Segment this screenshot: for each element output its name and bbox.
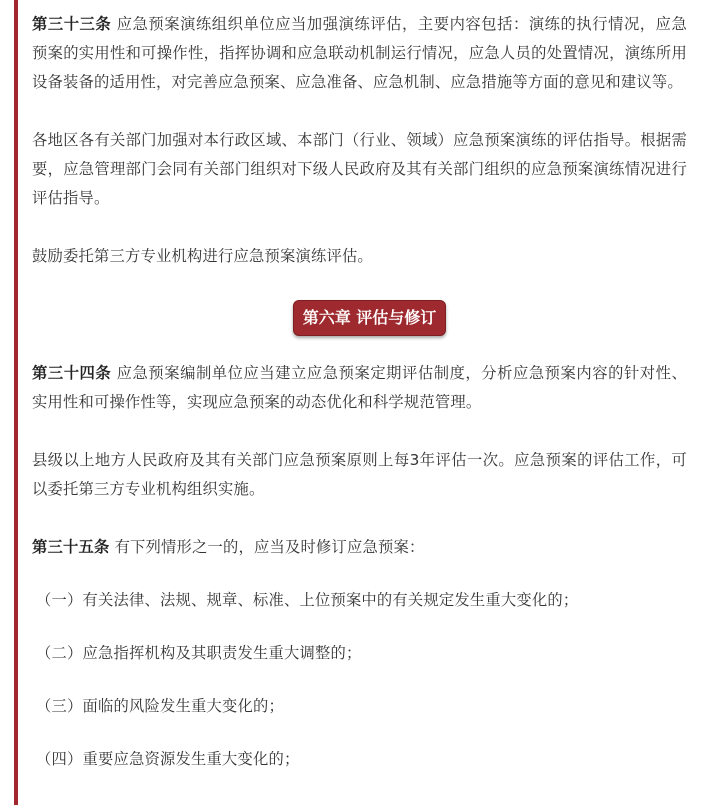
article-33-paragraph-2: 各地区各有关部门加强对本行政区域、本部门（行业、领域）应急预案演练的评估指导。根据需要，应急管理部门会同有关部门组织对下级人民政府及其有关部门组织的应急预案演练情况进行评估指导。 <box>32 131 687 207</box>
article-34-label: 第三十四条 <box>32 364 112 382</box>
article-35-item: （四）重要应急资源发生重大变化的； <box>36 750 300 768</box>
left-accent-bar <box>14 0 18 805</box>
article-34-text: 应急预案编制单位应当建立应急预案定期评估制度，分析应急预案内容的针对性、实用性和可操作性等，实现应急预案的动态优化和科学规范管理。 <box>32 364 687 411</box>
article-33-paragraph-3: 鼓励委托第三方专业机构进行应急预案演练评估。 <box>32 247 373 265</box>
article-34-paragraph-2: 县级以上地方人民政府及其有关部门应急预案原则上每3年评估一次。应急预案的评估工作，可以委托第三方专业机构组织实施。 <box>32 451 687 498</box>
article-34-paragraph <box>32 359 687 417</box>
article-35-text: 有下列情形之一的，应当及时修订应急预案： <box>114 538 425 556</box>
article-35-label: 第三十五条 <box>32 538 110 556</box>
article-33-text: 应急预案演练组织单位应当加强演练评估，主要内容包括：演练的执行情况，应急预案的实用性和可操作性，指挥协调和应急联动机制运行情况，应急人员的处置情况，演练所用设备装备的适用性，对完善应急预案、应急准备、应急机制、应急措施等方面的意见和建议等。 <box>32 15 687 91</box>
article-content <box>32 10 687 774</box>
chapter-title-badge: 第六章 评估与修订 <box>293 300 447 336</box>
article-35-paragraph <box>32 533 687 562</box>
chapter-heading-wrap <box>32 300 687 336</box>
article-33-label: 第三十三条 <box>32 15 112 33</box>
article-35-item: （一）有关法律、法规、规章、标准、上位预案中的有关规定发生重大变化的； <box>36 591 579 609</box>
article-33-paragraph <box>32 10 687 97</box>
article-35-item: （三）面临的风险发生重大变化的； <box>36 697 284 715</box>
article-35-item: （二）应急指挥机构及其职责发生重大调整的； <box>36 644 362 662</box>
